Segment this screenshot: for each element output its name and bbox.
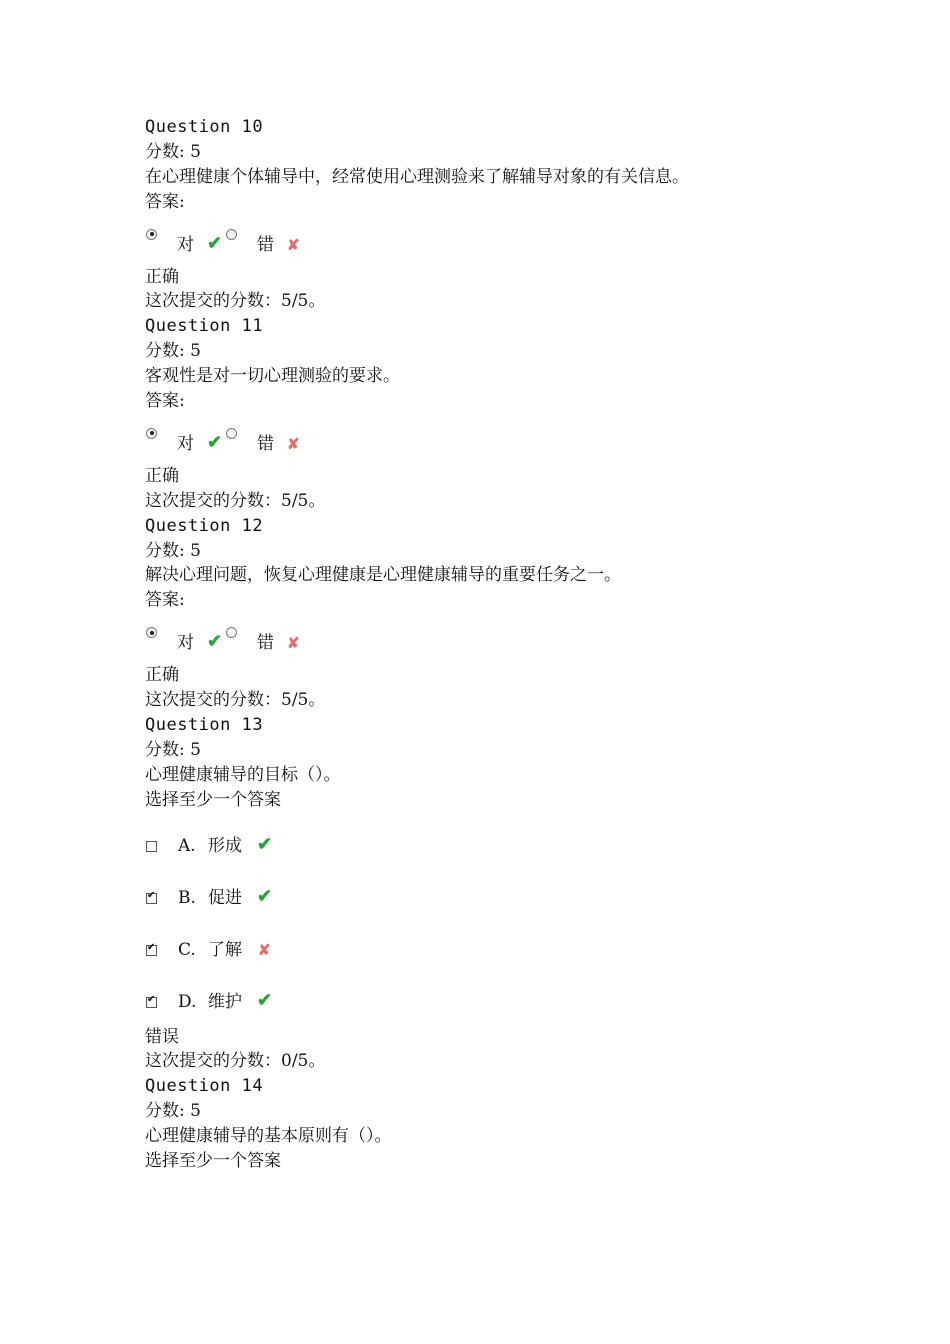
answer-options xyxy=(145,613,925,663)
check-mark-icon: ✔ xyxy=(257,833,273,855)
cross-mark-icon: ✘ xyxy=(287,434,300,453)
question-points: 分数: 5 xyxy=(145,1101,201,1122)
question-title: Question 10 xyxy=(145,117,264,137)
choice-letter: D. xyxy=(178,991,197,1012)
question-text: 心理健康辅导的基本原则有（）。 xyxy=(145,1126,392,1147)
question-points: 分数: 5 xyxy=(145,739,201,760)
choice-text: 形成 xyxy=(208,835,242,856)
question-title: Question 13 xyxy=(145,715,264,736)
answer-prompt: 选择至少一个答案 xyxy=(145,1151,281,1172)
quiz-review xyxy=(145,115,925,1174)
radio-true[interactable] xyxy=(146,428,157,439)
submission-score: 这次提交的分数：5/5。 xyxy=(145,291,326,312)
answer-prompt: 答案: xyxy=(145,590,185,611)
radio-false[interactable] xyxy=(226,428,237,439)
check-mark-icon: ✔ xyxy=(207,631,223,653)
check-mark-icon: ✔ xyxy=(207,431,223,453)
question-block xyxy=(145,314,925,513)
question-points: 分数: 5 xyxy=(145,540,201,561)
check-mark-icon: ✔ xyxy=(257,989,273,1011)
answer-options xyxy=(145,414,925,464)
radio-false[interactable] xyxy=(226,627,237,638)
submission-score: 这次提交的分数：5/5。 xyxy=(145,690,326,711)
option-label-false: 错 xyxy=(257,433,274,454)
answer-prompt: 选择至少一个答案 xyxy=(145,789,281,810)
question-text: 解决心理问题，恢复心理健康是心理健康辅导的重要任务之一。 xyxy=(145,565,621,586)
question-title: Question 12 xyxy=(145,515,264,536)
question-points: 分数: 5 xyxy=(145,141,201,162)
choice-d xyxy=(145,989,925,1025)
checkbox-c[interactable] xyxy=(146,945,157,956)
answer-prompt: 答案: xyxy=(145,391,185,412)
answer-options xyxy=(145,215,925,265)
choice-letter: A. xyxy=(178,835,196,856)
check-mark-icon: ✔ xyxy=(257,885,273,907)
checkbox-b[interactable] xyxy=(146,893,157,904)
choice-text: 维护 xyxy=(208,991,242,1012)
result-status: 正确 xyxy=(145,465,179,486)
option-label-false: 错 xyxy=(257,633,274,654)
choice-b xyxy=(145,885,925,937)
checkbox-d[interactable] xyxy=(146,997,157,1008)
answer-prompt: 答案: xyxy=(145,191,185,212)
radio-true[interactable] xyxy=(146,229,157,240)
choice-text: 促进 xyxy=(208,887,242,908)
option-label-true: 对 xyxy=(177,433,194,454)
choice-letter: B. xyxy=(178,887,196,908)
radio-true[interactable] xyxy=(146,627,157,638)
choice-c xyxy=(145,937,925,989)
radio-false[interactable] xyxy=(226,229,237,240)
option-label-false: 错 xyxy=(257,234,274,255)
question-title: Question 14 xyxy=(145,1076,264,1097)
result-status: 错误 xyxy=(145,1026,179,1047)
question-title: Question 11 xyxy=(145,316,264,337)
checkbox-a[interactable] xyxy=(146,841,157,852)
question-text: 在心理健康个体辅导中，经常使用心理测验来了解辅导对象的有关信息。 xyxy=(145,166,689,187)
question-block xyxy=(145,1074,925,1174)
question-block xyxy=(145,514,925,713)
option-label-true: 对 xyxy=(177,234,194,255)
submission-score: 这次提交的分数：5/5。 xyxy=(145,490,326,511)
result-status: 正确 xyxy=(145,665,179,686)
check-mark-icon: ✔ xyxy=(207,232,223,254)
cross-mark-icon: ✘ xyxy=(287,235,300,254)
choice-letter: C. xyxy=(178,939,196,960)
choice-a xyxy=(145,833,925,885)
cross-mark-icon: ✘ xyxy=(258,940,271,959)
question-text: 心理健康辅导的目标（）。 xyxy=(145,764,341,785)
question-block xyxy=(145,115,925,314)
choice-text: 了解 xyxy=(208,939,242,960)
option-label-true: 对 xyxy=(177,633,194,654)
result-status: 正确 xyxy=(145,266,179,287)
question-points: 分数: 5 xyxy=(145,341,201,362)
question-text: 客观性是对一切心理测验的要求。 xyxy=(145,366,400,387)
submission-score: 这次提交的分数：0/5。 xyxy=(145,1051,326,1072)
cross-mark-icon: ✘ xyxy=(287,634,300,653)
question-block xyxy=(145,713,925,1074)
